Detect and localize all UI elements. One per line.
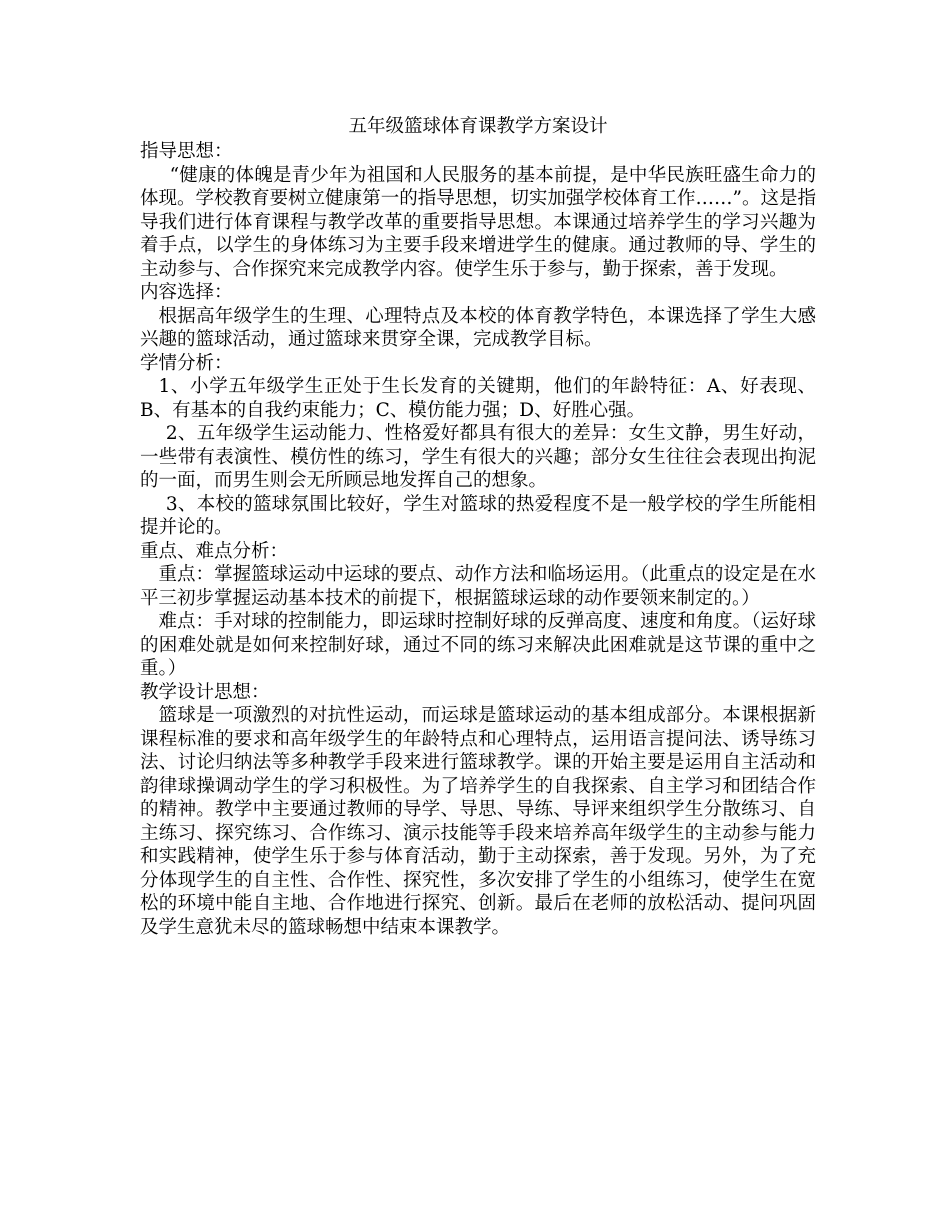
analysis-item-3: 3、本校的篮球氛围比较好，学生对篮球的热爱程度不是一般学校的学生所能相提并论的。 [140, 493, 816, 538]
section-heading-content: 内容选择： [140, 282, 233, 303]
section-heading-design: 教学设计思想： [140, 681, 270, 703]
section-heading-analysis: 学情分析： [140, 352, 233, 374]
section-heading-guide: 指导思想： [140, 141, 233, 162]
content-paragraph: 根据高年级学生的生理、心理特点及本校的体育教学特色，本课选择了学生大感兴趣的篮球活动，通过篮球来贯穿全课，完成教学目标。 [140, 305, 816, 350]
analysis-item-2: 2、五年级学生运动能力、性格爱好都具有很大的差异：女生文静，男生好动，一些带有表演性、模仿性的练习，学生有很大的兴趣；部分女生往往会表现出拘泥的一面，而男生则会无所顾忌地发挥自己的想象。 [140, 423, 816, 491]
guide-paragraph: “健康的体魄是青少年为祖国和人民服务的基本前提，是中华民族旺盛生命力的体现。学校教育要树立健康第一的指导思想，切实加强学校体育工作……”。这是指导我们进行体育课程与教学改革的重要指导思想。本课通过培养学生的学习兴趣为着手点，以学生的身体练习为主要手段来增进学生的健康。通过教师的导、学生的主动参与、合作探究来完成教学内容。使学生乐于参与，勤于探索，善于发现。 [140, 164, 816, 280]
difficulty-paragraph: 难点：手对球的控制能力，即运球时控制好球的反弹高度、速度和角度。（运好球的困难处就是如何来控制好球，通过不同的练习来解决此困难就是这节课的重中之重。） [140, 611, 816, 679]
design-paragraph: 篮球是一项激烈的对抗性运动，而运球是篮球运动的基本组成部分。本课根据新课程标准的要求和高年级学生的年龄特点和心理特点，运用语言提问法、诱导练习法、讨论归纳法等多种教学手段来进行篮球教学。课的开始主要是运用自主活动和韵律球操调动学生的学习积极性。为了培养学生的自我探索、自主学习和团结合作的精神。教学中主要通过教师的导学、导思、导练、导评来组织学生分散练习、自主练习、探究练习、合作练习、演示技能等手段来培养高年级学生的主动参与能力和实践精神，使学生乐于参与体育活动，勤于主动探索，善于发现。另外，为了充分体现学生的自主性、合作性、探究性，多次安排了学生的小组练习，使学生在宽松的环境中能自主地、合作地进行探究、创新。最后在老师的放松活动、提问巩固及学生意犹未尽的篮球畅想中结束本课教学。 [140, 705, 816, 938]
document-page [140, 114, 816, 939]
analysis-item-1: 1、小学五年级学生正处于生长发育的关键期，他们的年龄特征：A、好表现、B、有基本的自我约束能力；C、模仿能力强；D、好胜心强。 [140, 376, 816, 421]
key-point-paragraph: 重点：掌握篮球运动中运球的要点、动作方法和临场运用。（此重点的设定是在水平三初步掌握运动基本技术的前提下，根据篮球运球的动作要领来制定的。） [140, 564, 816, 609]
document-title: 五年级篮球体育课教学方案设计 [348, 116, 608, 137]
section-heading-key-points: 重点、难点分析： [140, 540, 289, 562]
